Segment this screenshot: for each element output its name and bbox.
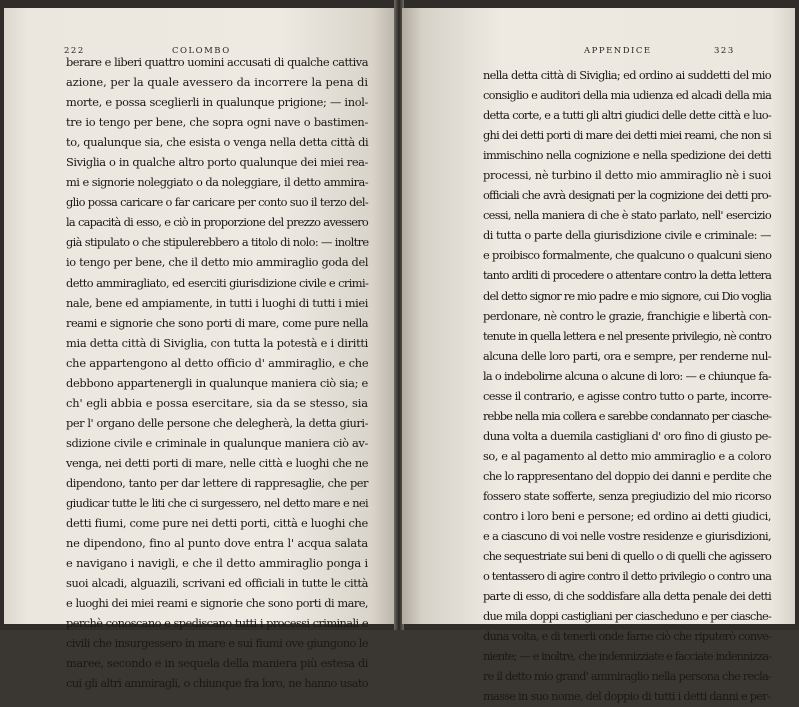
text-line: cesse il contrario, e agisse contro tutto o parte, incorre- <box>483 388 772 403</box>
text-line: Siviglia o in qualche altro porto qualunque dei miei rea- <box>66 155 368 170</box>
text-line: e a ciascuno di voi nelle vostre residenze e giurisdizioni, <box>483 529 771 544</box>
text-line: processi, nè turbino il detto mio ammiraglio nè i suoi <box>483 168 771 183</box>
text-line: consiglio e auditori della mia udienza ed alcadi della mia <box>483 88 772 103</box>
text-line: e proibisco formalmente, che qualcuno o qualcuni sieno <box>483 248 772 263</box>
text-line: nella detta città di Siviglia; ed ordino ai suddetti del mio <box>483 68 771 82</box>
text-line: ne dipendono, fino al punto dove entra l' acqua salata <box>66 536 368 551</box>
text-line: già stipulato o che stipulerebbero a titolo di nolo: — inoltre <box>66 235 369 250</box>
right-running-head: APPENDICE <box>584 46 652 56</box>
text-line: la capacità di esso, e ciò in proporzione del prezzo avessero <box>66 215 368 230</box>
text-line: dipendono, tanto per dar lettere di rappresaglie, che per <box>66 475 368 490</box>
text-line: due mila doppi castigliani per ciascheduno e per ciasche- <box>483 609 771 624</box>
text-line: io tengo per bene, che il detto mio ammiraglio goda del <box>66 255 369 270</box>
left-running-head: COLOMBO <box>172 46 231 56</box>
text-line: che appartengono al detto officio d' ammiraglio, e che <box>66 355 369 370</box>
left-page <box>4 8 396 691</box>
text-line: re il detto mio grand' ammiraglio nella persona che recla- <box>483 669 771 684</box>
right-page-text <box>483 65 771 707</box>
text-line: tre io tengo per bene, che sopra ogni nave o bastimen- <box>66 115 368 130</box>
text-line: detti fiumi, come pure nei detti porti, città e luoghi che <box>66 516 368 531</box>
text-line: contro i loro beni e persone; ed ordino ai detti giudici, <box>483 509 771 524</box>
text-line: giudicar tutte le liti che ci surgessero, nel detto mare e nei <box>66 496 368 511</box>
text-line: to, qualunque sia, che esista o venga nella detta città di <box>66 135 369 150</box>
text-line: detta corte, e a tutti gli altri giudici delle dette città e luo- <box>483 108 771 123</box>
text-line: o tentassero di agire contro il detto privilegio o contro una <box>483 569 772 584</box>
text-line: cui gli altri ammiragli, o chiunque fra loro, ne hanno usato <box>66 676 368 691</box>
text-line: che lo rappresentano del doppio dei danni e perdite che <box>483 468 772 483</box>
text-line: reami e signorie che sono porti di mare, come pure nella <box>66 315 368 330</box>
text-line: alcuna delle loro parti, ora e sempre, per renderne nul- <box>483 348 771 363</box>
text-line: niente; — e inoltre, che indennizziate e facciate indennizza- <box>483 649 771 664</box>
text-line: nale, bene ed ampiamente, in tutti i luoghi di tutti i miei <box>66 295 368 310</box>
text-line: rebbe nella mia collera e sarebbe condannato per ciasche- <box>483 408 771 423</box>
text-line: maree, secondo e in sequela della maniera più estesa di <box>66 656 368 671</box>
text-line: la o indebolirne alcuna o alcune di loro: — e chiunque fa- <box>483 368 771 383</box>
text-line: del detto signor re mio padre e mio signore, cui Dio voglia <box>483 288 771 303</box>
text-line: officiali che avrà designati per la cognizione dei detti pro- <box>483 188 771 203</box>
text-line: duna volta a duemila castigliani d' oro fino di giusto pe- <box>483 428 771 443</box>
text-line: venga, nei detti porti di mare, nelle città e luoghi che ne <box>66 455 368 470</box>
text-line: civili che insurgessero in mare e sui fiumi ove giungono le <box>66 636 368 651</box>
text-line: debbono appartenergli in qualunque maniera ciò sia; e <box>66 375 368 390</box>
text-line: masse in suo nome, del doppio di tutti i detti danni e per- <box>483 689 771 704</box>
text-line: so, e al pagamento al detto mio ammiraglio e a coloro <box>483 448 771 463</box>
text-line: duna volta, e di tenerli onde farne ciò che riputerò conve- <box>483 629 771 644</box>
text-line: ghi dei detti porti di mare dei detti miei reami, che non si <box>483 128 771 143</box>
text-line: sdizione civile e criminale in qualunque maniera ciò av- <box>66 435 368 450</box>
text-line: fossero state sofferte, senza pregiudizio del mio ricorso <box>483 488 771 503</box>
right-page <box>402 8 795 704</box>
text-line: azione, per la quale avessero da incorrere la pena di <box>66 75 368 90</box>
text-line: per l' organo delle persone che delegherà, la detta giuri- <box>66 415 368 430</box>
text-line: tenute in quella lettera e nel presente privilegio, nè contro <box>483 328 771 343</box>
text-line: perdonare, nè contro le grazie, franchigie e libertà con- <box>483 308 771 323</box>
text-line: di tutta o parte della giurisdizione civile e criminale: — <box>483 228 771 243</box>
text-line: che sequestriate sui beni di quello o di quelli che agissero <box>483 549 771 564</box>
text-line: parte di esso, di che soddisfare alla detta penale dei detti <box>483 589 771 604</box>
text-line: ch' egli abbia e possa esercitare, sia da se stesso, sia <box>66 395 368 410</box>
text-line: e navigano i navigli, e che il detto ammiraglio ponga i <box>66 556 368 571</box>
text-line: glio possa caricare o far caricare per conto suo il terzo del- <box>66 195 369 210</box>
right-page-number: 323 <box>714 46 735 56</box>
text-line: detto ammiragliato, ed eserciti giurisdizione civile e crimi- <box>66 275 369 290</box>
text-line: immischino nella cognizione e nella spedizione dei detti <box>483 148 771 163</box>
text-line: morte, e possa sceglierli in qualunque prigione; — inol- <box>66 95 368 110</box>
text-line: cessi, nella maniera di che è stato parlato, nell' esercizio <box>483 208 771 223</box>
text-line: e luoghi dei miei reami e signorie che sono porti di mare, <box>66 596 368 611</box>
left-page-text <box>66 52 368 694</box>
text-line: suoi alcadi, alguazili, scrivani ed officiali in tutte le città <box>66 576 368 591</box>
text-line: tanto arditi di procedere o attentare contro la detta lettera <box>483 268 771 283</box>
left-page-number: 222 <box>64 46 85 56</box>
text-line: berare e liberi quattro uomini accusati di qualche cattiva <box>66 55 368 69</box>
text-line: mia detta città di Siviglia, con tutta la potestà e i diritti <box>66 335 368 350</box>
text-line: perchè conoscano e spediscano tutti i processi criminali e <box>66 616 368 631</box>
text-line: mi e signorie noleggiato o da noleggiare, il detto ammira- <box>66 175 368 190</box>
